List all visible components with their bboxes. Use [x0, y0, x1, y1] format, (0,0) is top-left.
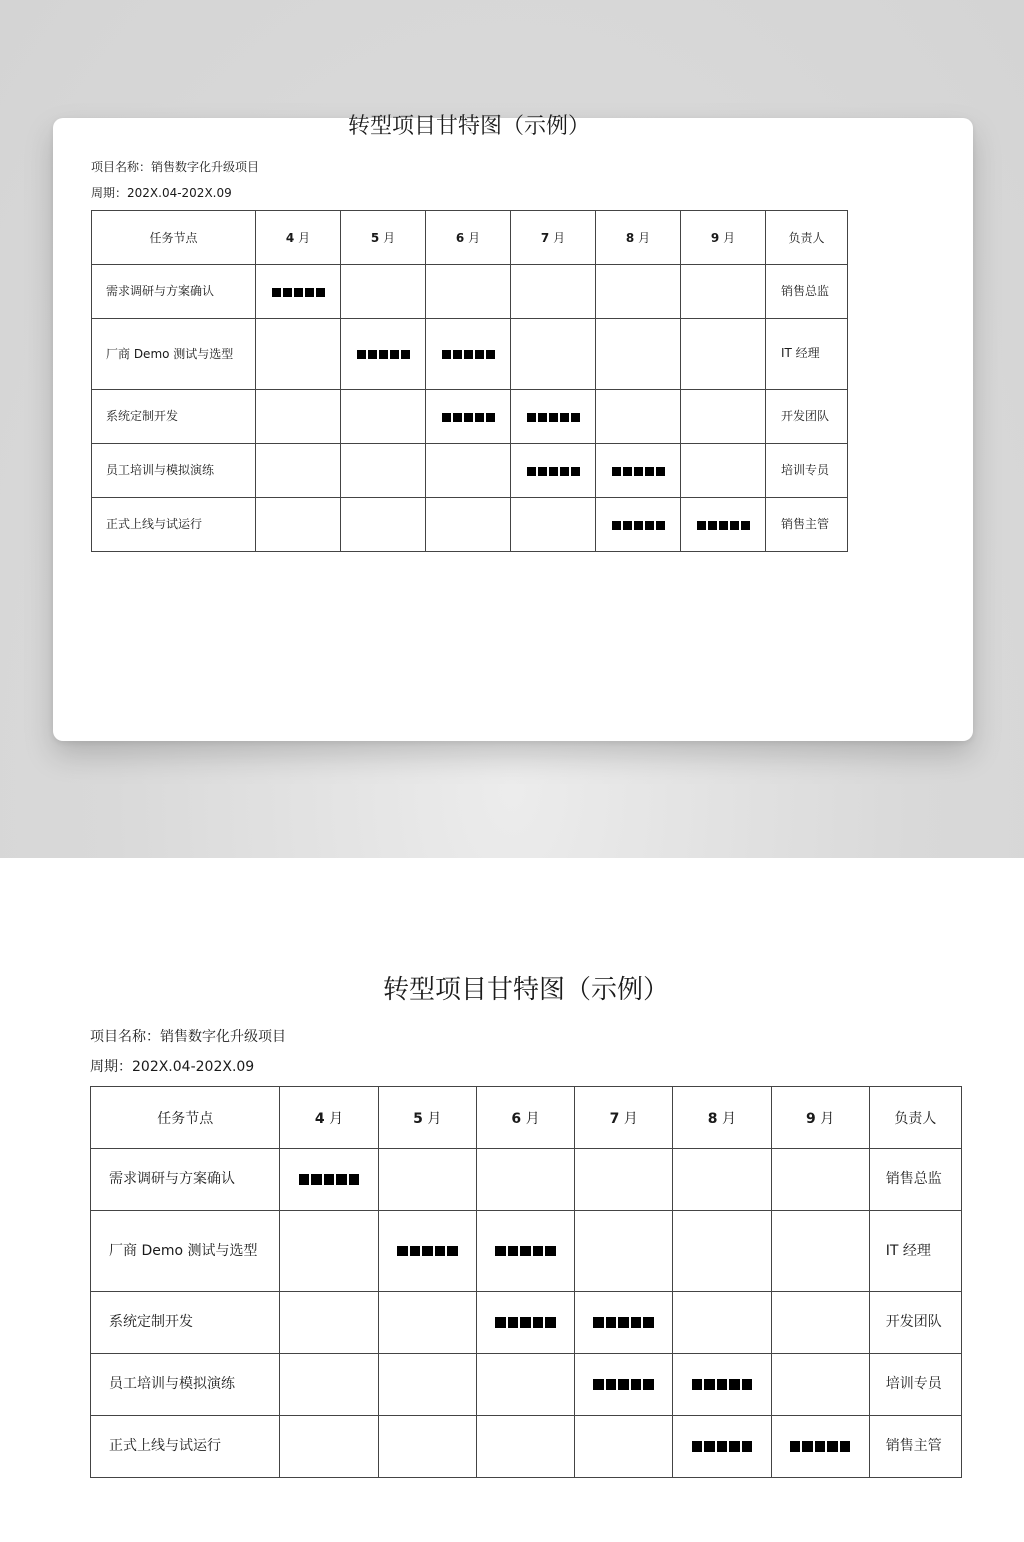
table-row	[92, 444, 848, 498]
gantt-bar	[526, 464, 581, 478]
bar-square	[631, 1379, 642, 1390]
month-header-7	[511, 211, 596, 265]
bar-square	[283, 288, 292, 297]
table-row	[91, 1416, 962, 1478]
bar-square	[708, 521, 717, 530]
gantt-cell	[280, 1211, 378, 1292]
gantt-cell	[673, 1354, 771, 1416]
gantt-cell	[476, 1211, 574, 1292]
period-line: 周期：202X.04-202X.09	[90, 1059, 255, 1075]
gantt-cell	[511, 390, 596, 444]
gantt-cell	[341, 498, 426, 552]
month-header-8	[673, 1087, 771, 1149]
month-number: 8	[707, 1110, 718, 1127]
month-unit: 月	[553, 231, 566, 245]
gantt-cell	[256, 444, 341, 498]
month-number: 6	[455, 231, 465, 245]
owner-name: 开发团队	[766, 390, 848, 444]
bar-square	[336, 1174, 347, 1185]
bar-square	[368, 350, 377, 359]
bar-square	[741, 521, 750, 530]
gantt-cell	[575, 1149, 673, 1211]
gantt-cell	[280, 1149, 378, 1211]
gantt-cell	[476, 1149, 574, 1211]
document-title: 转型项目甘特图（示例）	[347, 114, 590, 139]
gantt-bar	[611, 464, 666, 478]
bar-square	[560, 467, 569, 476]
month-number: 5	[370, 231, 380, 245]
month-number: 7	[540, 231, 550, 245]
bar-square	[623, 467, 632, 476]
gantt-cell	[476, 1292, 574, 1354]
bar-square	[272, 288, 281, 297]
gantt-cell	[426, 390, 511, 444]
bar-square	[311, 1174, 322, 1185]
month-unit: 月	[383, 231, 396, 245]
month-number: 4	[285, 231, 295, 245]
gantt-cell	[596, 319, 681, 390]
bar-square	[606, 1379, 617, 1390]
owner-name: 销售主管	[766, 498, 848, 552]
gantt-bar	[696, 518, 751, 532]
bar-square	[486, 350, 495, 359]
bar-square	[730, 521, 739, 530]
gantt-cell	[681, 444, 766, 498]
owner-name: 培训专员	[766, 444, 848, 498]
gantt-cell	[771, 1292, 869, 1354]
gantt-cell	[378, 1149, 476, 1211]
month-header-5	[341, 211, 426, 265]
bar-square	[593, 1317, 604, 1328]
task-name: 厂商 Demo 测试与选型	[91, 1211, 280, 1292]
bar-square	[692, 1379, 703, 1390]
month-header-8	[596, 211, 681, 265]
month-header-4	[256, 211, 341, 265]
month-number: 6	[511, 1110, 522, 1127]
table-row	[92, 498, 848, 552]
bar-square	[379, 350, 388, 359]
bar-square	[549, 467, 558, 476]
bar-square	[486, 413, 495, 422]
bar-square	[538, 467, 547, 476]
bar-square	[316, 288, 325, 297]
gantt-cell	[681, 265, 766, 319]
gantt-table	[91, 210, 848, 552]
bar-square	[520, 1246, 531, 1257]
bar-square	[390, 350, 399, 359]
bar-square	[717, 1441, 728, 1452]
bar-square	[495, 1317, 506, 1328]
bar-square	[645, 521, 654, 530]
gantt-cell	[681, 498, 766, 552]
gantt-cell	[575, 1292, 673, 1354]
task-name: 系统定制开发	[92, 390, 256, 444]
month-unit: 月	[820, 1110, 835, 1127]
month-number: 7	[609, 1110, 620, 1127]
gantt-cell	[575, 1354, 673, 1416]
owner-name: 销售总监	[766, 265, 848, 319]
bar-square	[401, 350, 410, 359]
bar-square	[634, 521, 643, 530]
document-title: 转型项目甘特图（示例）	[382, 975, 669, 1005]
gantt-cell	[771, 1211, 869, 1292]
task-name: 正式上线与试运行	[92, 498, 256, 552]
table-row	[91, 1354, 962, 1416]
month-unit: 月	[468, 231, 481, 245]
table-row	[91, 1149, 962, 1211]
gantt-cell	[426, 498, 511, 552]
bar-square	[729, 1379, 740, 1390]
bar-square	[606, 1317, 617, 1328]
gantt-cell	[596, 265, 681, 319]
bar-square	[453, 413, 462, 422]
header-row	[92, 211, 848, 265]
owner-name: 开发团队	[869, 1292, 961, 1354]
gantt-cell	[575, 1416, 673, 1478]
gantt-cell	[476, 1354, 574, 1416]
bar-square	[571, 413, 580, 422]
month-unit: 月	[329, 1110, 344, 1127]
gantt-cell	[673, 1292, 771, 1354]
gantt-cell	[596, 444, 681, 498]
gantt-cell	[341, 390, 426, 444]
gantt-cell	[378, 1211, 476, 1292]
bar-square	[442, 413, 451, 422]
gantt-cell	[681, 390, 766, 444]
gantt-bar	[592, 1315, 655, 1331]
bar-square	[631, 1317, 642, 1328]
bar-square	[475, 413, 484, 422]
bar-square	[533, 1317, 544, 1328]
gantt-bar	[494, 1315, 557, 1331]
gantt-cell	[511, 498, 596, 552]
gantt-cell	[771, 1354, 869, 1416]
bar-square	[357, 350, 366, 359]
bar-square	[464, 413, 473, 422]
bar-square	[495, 1246, 506, 1257]
bar-square	[827, 1441, 838, 1452]
month-unit: 月	[623, 1110, 638, 1127]
bar-square	[533, 1246, 544, 1257]
gantt-cell	[280, 1292, 378, 1354]
bar-square	[453, 350, 462, 359]
bar-square	[475, 350, 484, 359]
bar-square	[422, 1246, 433, 1257]
bar-square	[618, 1317, 629, 1328]
bar-square	[349, 1174, 360, 1185]
bar-square	[623, 521, 632, 530]
month-header-9	[771, 1087, 869, 1149]
bar-square	[719, 521, 728, 530]
month-header-7	[575, 1087, 673, 1149]
bar-square	[549, 413, 558, 422]
bar-square	[612, 467, 621, 476]
bar-square	[545, 1317, 556, 1328]
bar-square	[324, 1174, 335, 1185]
gantt-cell	[280, 1416, 378, 1478]
task-name: 厂商 Demo 测试与选型	[92, 319, 256, 390]
bar-square	[729, 1441, 740, 1452]
gantt-bar	[441, 347, 496, 361]
bar-square	[790, 1441, 801, 1452]
bar-square	[643, 1317, 654, 1328]
gantt-cell	[341, 265, 426, 319]
task-column-header: 任务节点	[92, 211, 256, 265]
bar-square	[560, 413, 569, 422]
bar-square	[464, 350, 473, 359]
month-number: 8	[625, 231, 635, 245]
gantt-cell	[771, 1416, 869, 1478]
month-unit: 月	[638, 231, 651, 245]
gantt-cell	[476, 1416, 574, 1478]
gantt-cell	[673, 1149, 771, 1211]
gantt-cell	[378, 1354, 476, 1416]
gantt-bar	[298, 1172, 361, 1188]
bar-square	[618, 1379, 629, 1390]
project-name-line: 项目名称：销售数字化升级项目	[91, 160, 260, 174]
gantt-cell	[256, 390, 341, 444]
gantt-cell	[771, 1149, 869, 1211]
gantt-cell	[681, 319, 766, 390]
gantt-bar	[691, 1439, 754, 1455]
bar-square	[294, 288, 303, 297]
bar-square	[520, 1317, 531, 1328]
gantt-cell	[596, 498, 681, 552]
gantt-bar	[441, 410, 496, 424]
bar-square	[643, 1379, 654, 1390]
gantt-cell	[426, 265, 511, 319]
gantt-bar	[611, 518, 666, 532]
month-number: 9	[806, 1110, 816, 1127]
bar-square	[742, 1441, 753, 1452]
gantt-cell	[256, 265, 341, 319]
gantt-cell	[256, 498, 341, 552]
bar-square	[447, 1246, 458, 1257]
gantt-cell	[575, 1211, 673, 1292]
gantt-bar	[691, 1377, 754, 1393]
table-row	[91, 1292, 962, 1354]
gantt-bar	[526, 410, 581, 424]
gantt-cell	[341, 319, 426, 390]
gantt-bar	[396, 1243, 459, 1259]
owner-name: 销售主管	[869, 1416, 961, 1478]
bar-square	[742, 1379, 753, 1390]
month-unit: 月	[298, 231, 311, 245]
owner-name: IT 经理	[766, 319, 848, 390]
month-header-6	[476, 1087, 574, 1149]
bar-square	[299, 1174, 310, 1185]
gantt-cell	[673, 1416, 771, 1478]
gantt-cell	[426, 319, 511, 390]
gantt-table	[90, 1086, 962, 1478]
bar-square	[697, 521, 706, 530]
gantt-cell	[341, 444, 426, 498]
gantt-bar	[271, 285, 326, 299]
bar-square	[508, 1246, 519, 1257]
owner-column-header: 负责人	[766, 211, 848, 265]
bar-square	[410, 1246, 421, 1257]
bar-square	[538, 413, 547, 422]
gantt-cell	[511, 444, 596, 498]
bar-square	[704, 1441, 715, 1452]
month-header-5	[378, 1087, 476, 1149]
gantt-bar	[592, 1377, 655, 1393]
period-line: 周期：202X.04-202X.09	[91, 186, 232, 200]
gantt-cell	[511, 319, 596, 390]
bar-square	[802, 1441, 813, 1452]
month-unit: 月	[525, 1110, 540, 1127]
gantt-cell	[511, 265, 596, 319]
table-row	[91, 1211, 962, 1292]
owner-name: 培训专员	[869, 1354, 961, 1416]
month-number: 9	[710, 231, 720, 245]
bar-square	[527, 467, 536, 476]
bar-square	[545, 1246, 556, 1257]
task-name: 需求调研与方案确认	[92, 265, 256, 319]
table-row	[92, 265, 848, 319]
task-name: 系统定制开发	[91, 1292, 280, 1354]
bar-square	[656, 521, 665, 530]
month-header-6	[426, 211, 511, 265]
owner-column-header: 负责人	[869, 1087, 961, 1149]
bar-square	[508, 1317, 519, 1328]
bar-square	[815, 1441, 826, 1452]
project-name-line: 项目名称：销售数字化升级项目	[90, 1029, 286, 1045]
bar-square	[305, 288, 314, 297]
bar-square	[840, 1441, 851, 1452]
owner-name: 销售总监	[869, 1149, 961, 1211]
gantt-cell	[378, 1292, 476, 1354]
bar-square	[435, 1246, 446, 1257]
task-name: 需求调研与方案确认	[91, 1149, 280, 1211]
gantt-cell	[256, 319, 341, 390]
bar-square	[704, 1379, 715, 1390]
owner-name: IT 经理	[869, 1211, 961, 1292]
bar-square	[527, 413, 536, 422]
table-row	[92, 390, 848, 444]
bar-square	[397, 1246, 408, 1257]
gantt-cell	[280, 1354, 378, 1416]
bar-square	[612, 521, 621, 530]
task-name: 正式上线与试运行	[91, 1416, 280, 1478]
gantt-cell	[378, 1416, 476, 1478]
bar-square	[645, 467, 654, 476]
month-unit: 月	[722, 1110, 736, 1127]
gantt-cell	[673, 1211, 771, 1292]
month-header-4	[280, 1087, 378, 1149]
month-unit: 月	[427, 1110, 442, 1127]
month-number: 4	[314, 1110, 325, 1127]
bar-square	[571, 467, 580, 476]
header-row	[91, 1087, 962, 1149]
task-name: 员工培训与模拟演练	[91, 1354, 280, 1416]
gantt-bar	[494, 1243, 557, 1259]
bar-square	[717, 1379, 728, 1390]
bar-square	[634, 467, 643, 476]
month-unit: 月	[723, 231, 736, 245]
bar-square	[692, 1441, 703, 1452]
task-column-header: 任务节点	[91, 1087, 280, 1149]
gantt-bar	[789, 1439, 852, 1455]
month-header-9	[681, 211, 766, 265]
table-row	[92, 319, 848, 390]
month-number: 5	[413, 1110, 423, 1127]
bar-square	[442, 350, 451, 359]
task-name: 员工培训与模拟演练	[92, 444, 256, 498]
bar-square	[656, 467, 665, 476]
gantt-cell	[596, 390, 681, 444]
gantt-cell	[426, 444, 511, 498]
bar-square	[593, 1379, 604, 1390]
gantt-bar	[356, 347, 411, 361]
